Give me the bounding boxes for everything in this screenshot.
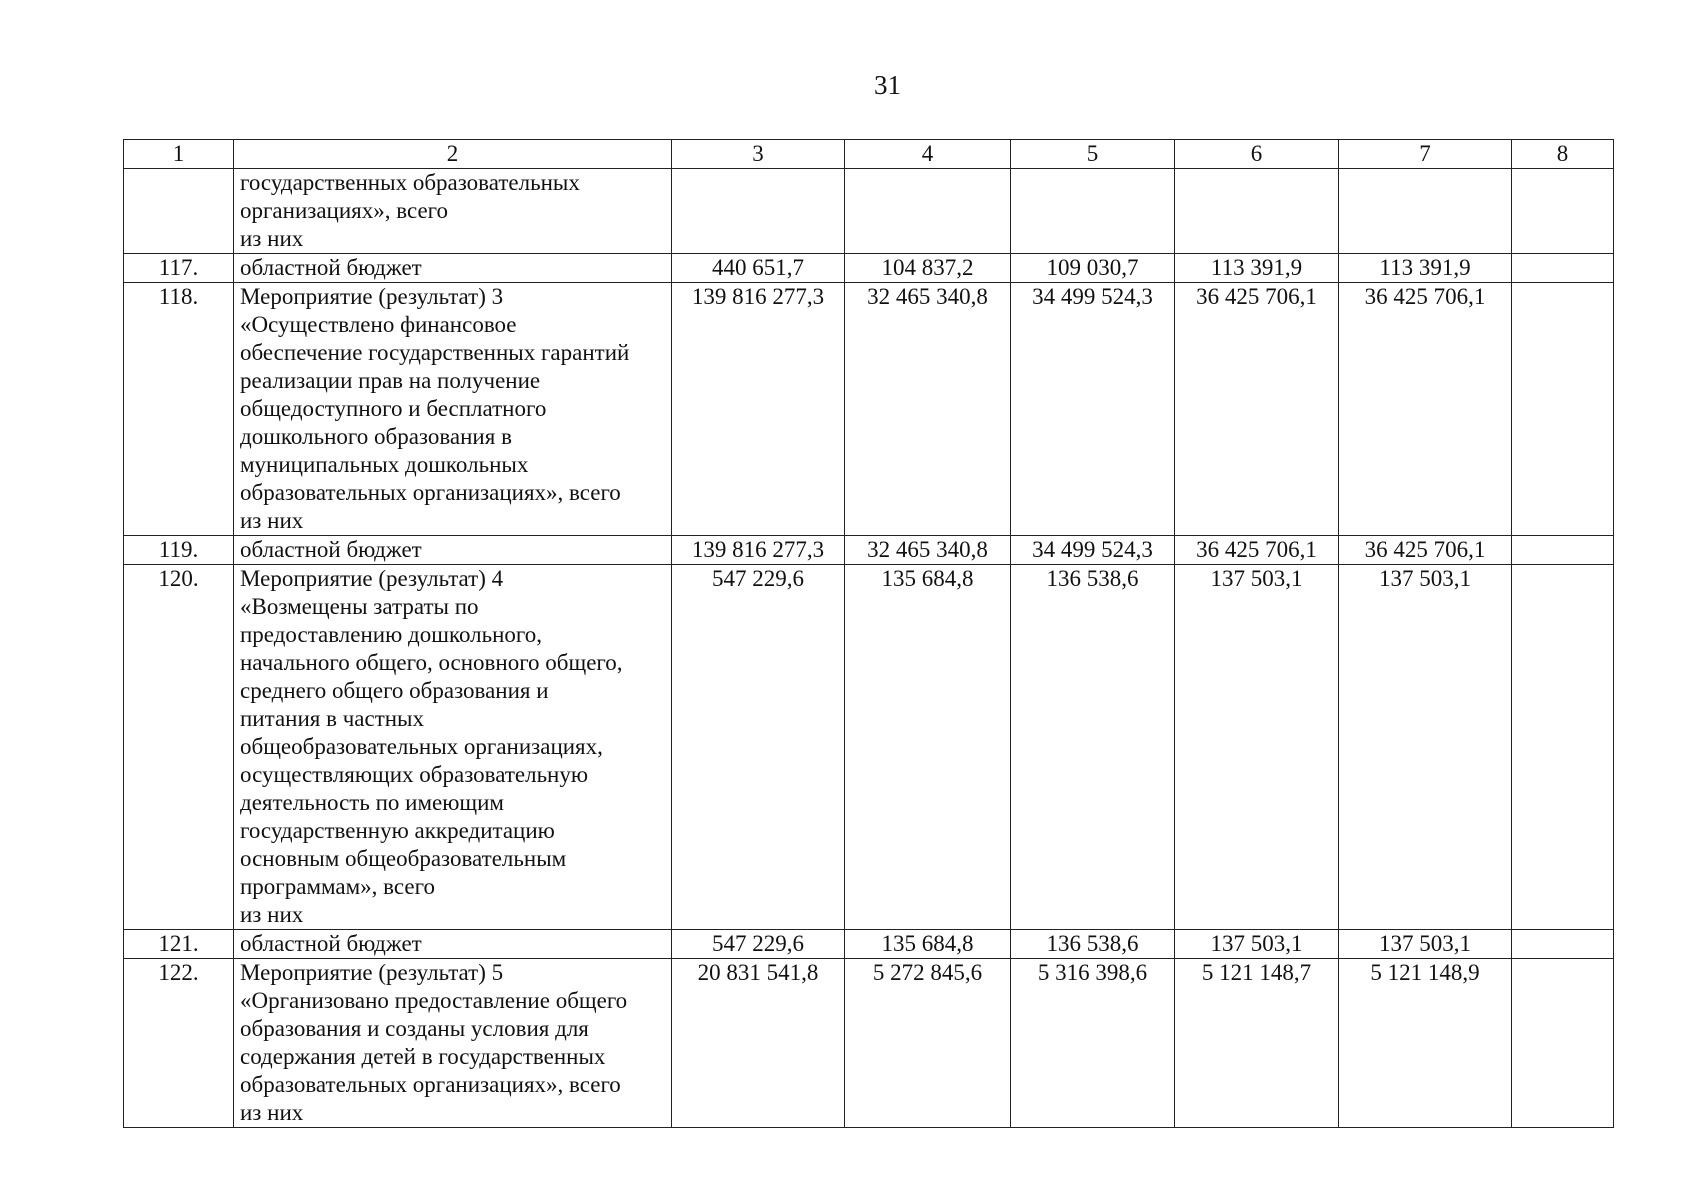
- value-col-7: 36 425 706,1: [1339, 283, 1512, 536]
- column-header: 3: [672, 140, 845, 169]
- row-number: 122.: [124, 959, 234, 1128]
- row-description: областной бюджет: [234, 254, 672, 283]
- value-col-7: 36 425 706,1: [1339, 536, 1512, 565]
- column-header: 1: [124, 140, 234, 169]
- value-col-3: 20 831 541,8: [672, 959, 845, 1128]
- row-description: областной бюджет: [234, 930, 672, 959]
- value-col-3: 139 816 277,3: [672, 283, 845, 536]
- value-col-5: 109 030,7: [1011, 254, 1175, 283]
- value-col-5: 136 538,6: [1011, 565, 1175, 930]
- value-col-3: 139 816 277,3: [672, 536, 845, 565]
- table-row: [124, 254, 1614, 283]
- value-col-4: 5 272 845,6: [845, 959, 1011, 1128]
- budget-table: [123, 139, 1614, 1128]
- value-col-6: 5 121 148,7: [1175, 959, 1339, 1128]
- value-col-5: [1011, 169, 1175, 254]
- value-col-8: [1512, 536, 1614, 565]
- row-number: 117.: [124, 254, 234, 283]
- value-col-3: 440 651,7: [672, 254, 845, 283]
- value-col-3: 547 229,6: [672, 565, 845, 930]
- value-col-8: [1512, 959, 1614, 1128]
- value-col-7: 113 391,9: [1339, 254, 1512, 283]
- value-col-5: 34 499 524,3: [1011, 536, 1175, 565]
- row-number: 119.: [124, 536, 234, 565]
- value-col-8: [1512, 169, 1614, 254]
- column-header: 8: [1512, 140, 1614, 169]
- row-description: Мероприятие (результат) 4 «Возмещены затраты по предоставлению дошкольного, начального общего, основного общего, среднего общего образования и питания в частных общеобразовательных организациях, осуществляющих образовательную деятельность по имеющим государственную аккредитацию основным общеобразовательным программам», всего из них: [234, 565, 672, 930]
- value-col-6: 113 391,9: [1175, 254, 1339, 283]
- table-row: [124, 536, 1614, 565]
- table-header-row: [124, 140, 1614, 169]
- value-col-3: 547 229,6: [672, 930, 845, 959]
- table-row: [124, 930, 1614, 959]
- value-col-7: [1339, 169, 1512, 254]
- value-col-5: 5 316 398,6: [1011, 959, 1175, 1128]
- value-col-4: 135 684,8: [845, 565, 1011, 930]
- column-header: 4: [845, 140, 1011, 169]
- value-col-4: [845, 169, 1011, 254]
- value-col-8: [1512, 930, 1614, 959]
- value-col-4: 104 837,2: [845, 254, 1011, 283]
- value-col-4: 32 465 340,8: [845, 283, 1011, 536]
- value-col-8: [1512, 565, 1614, 930]
- page-number: 31: [874, 70, 901, 100]
- row-number: 118.: [124, 283, 234, 536]
- value-col-7: 137 503,1: [1339, 565, 1512, 930]
- value-col-3: [672, 169, 845, 254]
- table-row: [124, 959, 1614, 1128]
- row-description: Мероприятие (результат) 5 «Организовано предоставление общего образования и созданы условия для содержания детей в государственных образовательных организациях», всего из них: [234, 959, 672, 1128]
- table-row: [124, 169, 1614, 254]
- column-header: 5: [1011, 140, 1175, 169]
- value-col-4: 135 684,8: [845, 930, 1011, 959]
- column-header: 2: [234, 140, 672, 169]
- value-col-7: 5 121 148,9: [1339, 959, 1512, 1128]
- row-description: областной бюджет: [234, 536, 672, 565]
- table-row: [124, 565, 1614, 930]
- value-col-5: 136 538,6: [1011, 930, 1175, 959]
- value-col-6: 137 503,1: [1175, 930, 1339, 959]
- value-col-6: [1175, 169, 1339, 254]
- table-row: [124, 283, 1614, 536]
- value-col-7: 137 503,1: [1339, 930, 1512, 959]
- table-body: [124, 140, 1614, 1128]
- value-col-6: 36 425 706,1: [1175, 536, 1339, 565]
- value-col-4: 32 465 340,8: [845, 536, 1011, 565]
- value-col-6: 36 425 706,1: [1175, 283, 1339, 536]
- row-number: 121.: [124, 930, 234, 959]
- value-col-5: 34 499 524,3: [1011, 283, 1175, 536]
- column-header: 6: [1175, 140, 1339, 169]
- column-header: 7: [1339, 140, 1512, 169]
- row-number: [124, 169, 234, 254]
- value-col-8: [1512, 254, 1614, 283]
- row-description: государственных образовательных организациях», всего из них: [234, 169, 672, 254]
- value-col-6: 137 503,1: [1175, 565, 1339, 930]
- value-col-8: [1512, 283, 1614, 536]
- row-number: 120.: [124, 565, 234, 930]
- row-description: Мероприятие (результат) 3 «Осуществлено финансовое обеспечение государственных гарантий реализации прав на получение общедоступного и бесплатного дошкольного образования в муниципальных дошкольных образовательных организациях», всего из них: [234, 283, 672, 536]
